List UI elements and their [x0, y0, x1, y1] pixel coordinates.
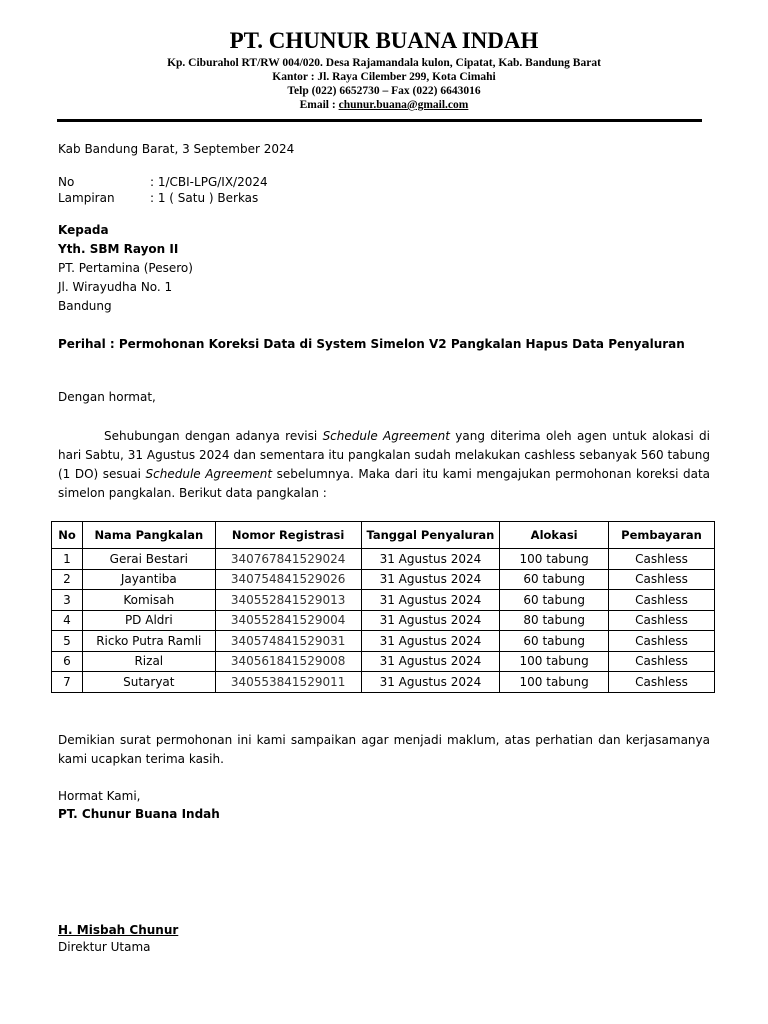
header-nomor-registrasi: Nomor Registrasi	[215, 522, 361, 549]
company-address: Kp. Ciburahol RT/RW 004/020. Desa Rajamandala kulon, Cipatat, Kab. Bandung Barat	[167, 57, 601, 69]
cell-nama: Gerai Bestari	[82, 549, 215, 570]
cell-alokasi: 60 tabung	[500, 590, 609, 611]
number-value: : 1/CBI-LPG/IX/2024	[150, 175, 268, 189]
cell-alokasi: 60 tabung	[500, 569, 609, 590]
cell-no: 7	[52, 672, 83, 693]
number-label: No	[58, 175, 75, 189]
cell-nama: Jayantiba	[82, 569, 215, 590]
letterhead-divider	[57, 119, 702, 122]
company-office: Kantor : Jl. Raya Cilember 299, Kota Cimahi	[272, 71, 496, 83]
cell-registrasi: 340754841529026	[215, 569, 361, 590]
signer-name: H. Misbah Chunur	[58, 923, 179, 937]
cell-registrasi: 340574841529031	[215, 631, 361, 652]
table-row	[52, 569, 715, 590]
company-name: PT. CHUNUR BUANA INDAH	[229, 28, 539, 53]
cell-pembayaran: Cashless	[609, 569, 715, 590]
cell-pembayaran: Cashless	[609, 631, 715, 652]
body-paragraph	[58, 427, 710, 503]
cell-pembayaran: Cashless	[609, 610, 715, 631]
table-row	[52, 549, 715, 570]
recipient-company: PT. Pertamina (Pesero)	[58, 261, 193, 275]
cell-tanggal: 31 Agustus 2024	[361, 549, 500, 570]
cell-nama: Rizal	[82, 651, 215, 672]
recipient-name: Yth. SBM Rayon II	[58, 242, 179, 256]
cell-pembayaran: Cashless	[609, 549, 715, 570]
cell-nama: Sutaryat	[82, 672, 215, 693]
cell-registrasi: 340767841529024	[215, 549, 361, 570]
cell-no: 5	[52, 631, 83, 652]
cell-alokasi: 100 tabung	[500, 672, 609, 693]
closing-paragraph: Demikian surat permohonan ini kami sampaikan agar menjadi maklum, atas perhatian dan kerjasamanya kami ucapkan terima kasih.	[58, 733, 710, 766]
pangkalan-table	[51, 521, 715, 693]
body-text-1: Sehubungan dengan adanya revisi	[104, 429, 323, 443]
greeting: Dengan hormat,	[58, 390, 156, 404]
signer-title: Direktur Utama	[58, 940, 151, 954]
cell-tanggal: 31 Agustus 2024	[361, 651, 500, 672]
cell-tanggal: 31 Agustus 2024	[361, 631, 500, 652]
attachment-label: Lampiran	[58, 191, 115, 205]
cell-tanggal: 31 Agustus 2024	[361, 672, 500, 693]
company-email-line	[0, 98, 768, 112]
body-text-3: sebelumnya. Maka dari itu kami mengajukan permohonan koreksi data simelon pangkalan. Berikut data pangkalan :	[58, 467, 711, 500]
signoff-company: PT. Chunur Buana Indah	[58, 807, 220, 821]
cell-pembayaran: Cashless	[609, 672, 715, 693]
body-emphasis-1: Schedule Agreement	[322, 429, 450, 443]
cell-registrasi: 340553841529011	[215, 672, 361, 693]
email-link[interactable]: chunur.buana@gmail.com	[338, 99, 469, 111]
cell-no: 3	[52, 590, 83, 611]
cell-pembayaran: Cashless	[609, 590, 715, 611]
recipient-city: Bandung	[58, 299, 112, 313]
cell-nama: PD Aldri	[82, 610, 215, 631]
company-phone: Telp (022) 6652730 – Fax (022) 6643016	[287, 85, 481, 97]
table-row	[52, 651, 715, 672]
letter-number	[58, 174, 268, 190]
cell-registrasi: 340552841529004	[215, 610, 361, 631]
header-no: No	[52, 522, 83, 549]
regards: Hormat Kami,	[58, 789, 141, 803]
table-header-row	[52, 522, 715, 549]
body-emphasis-2: Schedule Agreement	[145, 467, 273, 481]
cell-registrasi: 340561841529008	[215, 651, 361, 672]
table-row	[52, 672, 715, 693]
table-row	[52, 610, 715, 631]
letter-attachment	[58, 190, 258, 206]
cell-tanggal: 31 Agustus 2024	[361, 610, 500, 631]
recipient-to: Kepada	[58, 223, 109, 237]
cell-nama: Komisah	[82, 590, 215, 611]
table-row	[52, 590, 715, 611]
letterhead	[0, 26, 768, 112]
header-alokasi: Alokasi	[500, 522, 609, 549]
subject: Perihal : Permohonan Koreksi Data di System Simelon V2 Pangkalan Hapus Data Penyaluran	[58, 337, 685, 351]
cell-no: 4	[52, 610, 83, 631]
cell-alokasi: 60 tabung	[500, 631, 609, 652]
header-pembayaran: Pembayaran	[609, 522, 715, 549]
cell-no: 2	[52, 569, 83, 590]
cell-no: 6	[52, 651, 83, 672]
place-date: Kab Bandung Barat, 3 September 2024	[58, 142, 295, 156]
header-nama-pangkalan: Nama Pangkalan	[82, 522, 215, 549]
cell-alokasi: 100 tabung	[500, 651, 609, 672]
cell-tanggal: 31 Agustus 2024	[361, 590, 500, 611]
table-row	[52, 631, 715, 652]
recipient-street: Jl. Wirayudha No. 1	[58, 280, 173, 294]
email-label: Email :	[299, 99, 339, 111]
body-text-2: yang diterima oleh agen untuk alokasi di hari Sabtu, 31 Agustus 2024 dan sementara itu pangkalan sudah melakukan cashless sebanyak 560 tabung (1 DO) sesuai	[58, 429, 711, 481]
cell-alokasi: 80 tabung	[500, 610, 609, 631]
cell-no: 1	[52, 549, 83, 570]
cell-alokasi: 100 tabung	[500, 549, 609, 570]
cell-registrasi: 340552841529013	[215, 590, 361, 611]
cell-nama: Ricko Putra Ramli	[82, 631, 215, 652]
attachment-value: : 1 ( Satu ) Berkas	[150, 191, 259, 205]
cell-pembayaran: Cashless	[609, 651, 715, 672]
cell-tanggal: 31 Agustus 2024	[361, 569, 500, 590]
header-tanggal-penyaluran: Tanggal Penyaluran	[361, 522, 500, 549]
